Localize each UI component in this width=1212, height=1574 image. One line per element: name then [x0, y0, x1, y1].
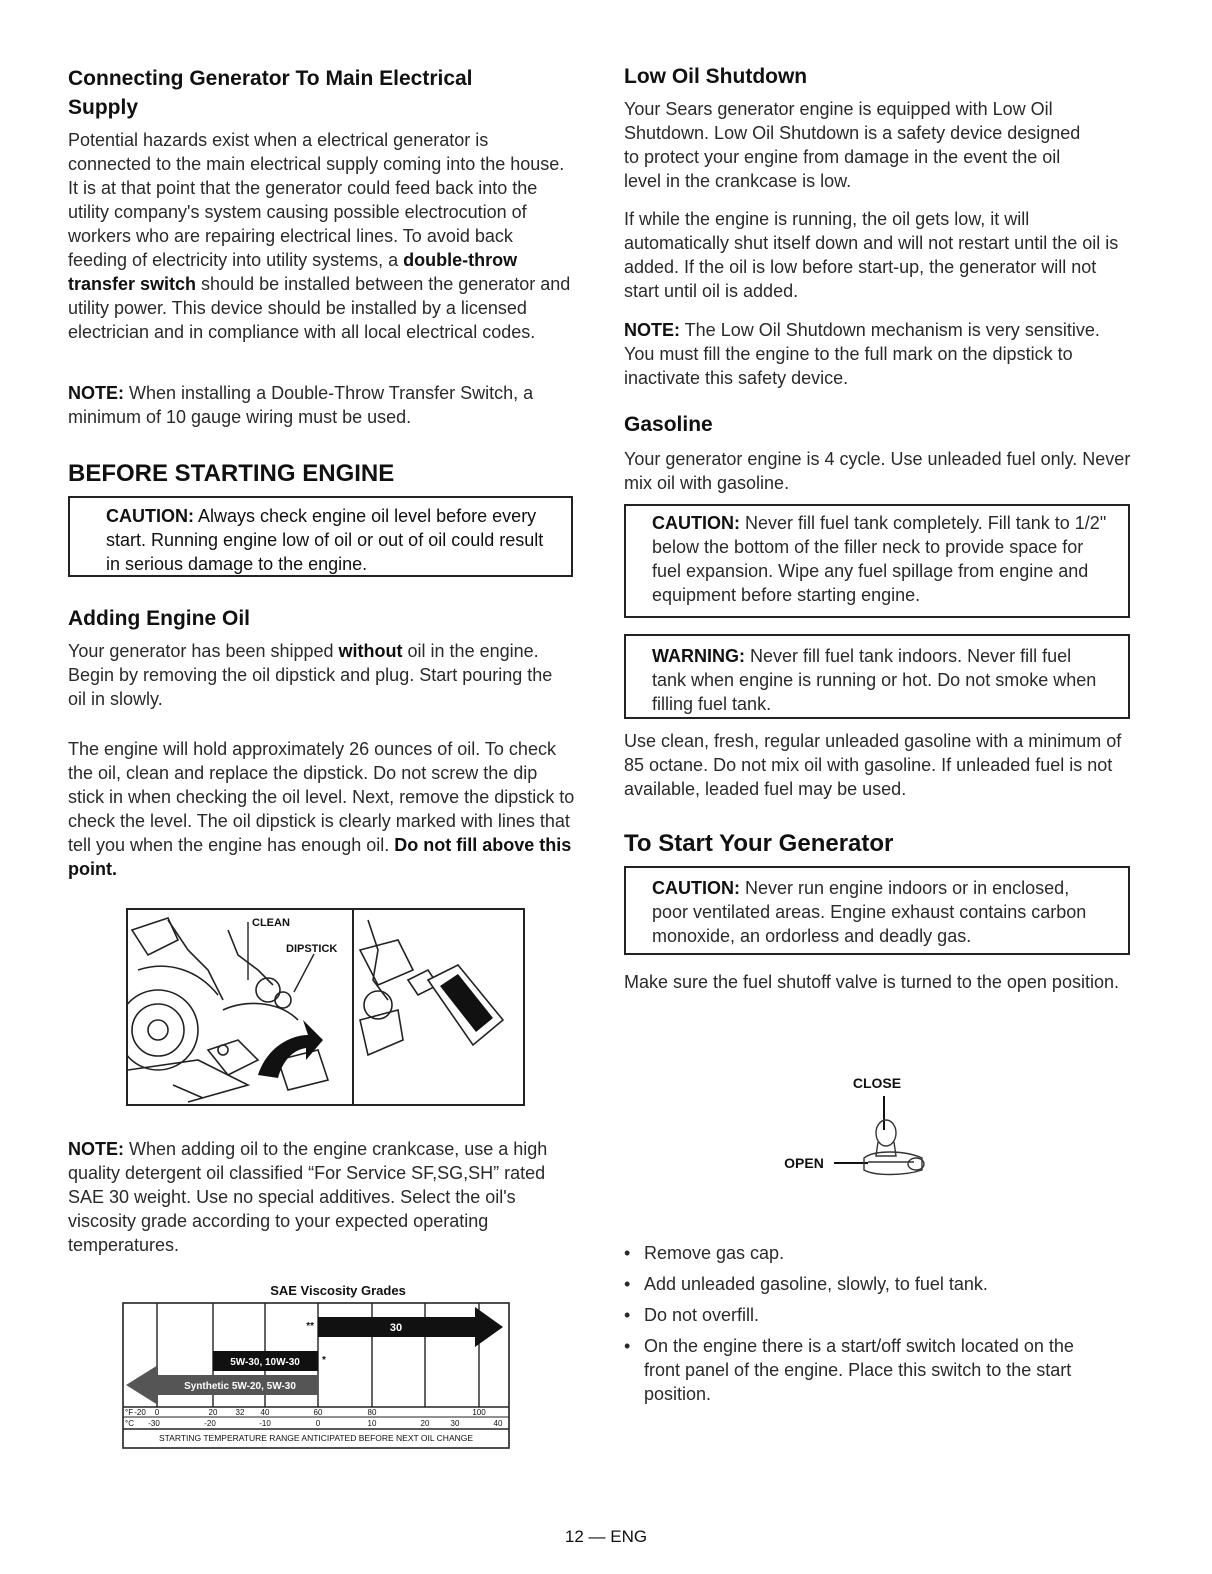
c-unit-label: °C — [125, 1419, 134, 1428]
page-number: 12 — ENG — [564, 1527, 648, 1546]
low-oil-note: NOTE: The Low Oil Shutdown mechanism is very sensitive. You must fill the engine to the full mark on the dipstick to inactivate this safety device. — [624, 320, 1100, 388]
caution-exhaust-text: CAUTION: Never run engine indoors or in enclosed, poor ventilated areas. Engine exhaust contains carbon monoxide, an ordorless and deadly gas. — [652, 878, 1087, 946]
c-tick-label: 10 — [367, 1419, 377, 1428]
adding-oil-paragraph-2: The engine will hold approximately 26 ounces of oil. To check the oil, clean and replace the dipstick. Do not screw the dip stick in when checking the oil level. Next, remove the dipstick to check the level. The oil dipstick is clearly marked with lines that tell you when the engine has enough oil. Do not fill above this point. — [68, 739, 575, 879]
connecting-paragraph: Potential hazards exist when a electrical generator is connected to the main electrical supply coming into the house. It is at that point that the generator could feed back into the utility company's system causing possible electrocution of workers who are repairing electrical lines. To avoid back feeding of electricity into utility systems, a double-throw transfer switch should be installed between the generator and utility power. This device should be installed by a licensed electrician and in compliance with all local electrical codes. — [68, 130, 571, 342]
gasoline-paragraph-1: Your generator engine is 4 cycle. Use unleaded fuel only. Never mix oil with gasoline. — [624, 449, 1131, 493]
gasoline-paragraph-2: Use clean, fresh, regular unleaded gasoline with a minimum of 85 octane. Do not mix oil with gasoline. If unleaded fuel is not available, leaded fuel may be used. — [624, 731, 1122, 799]
bar-5w30-label: 5W-30, 10W-30 — [230, 1357, 300, 1368]
c-tick-label: -20 — [204, 1419, 216, 1428]
heading-before-starting-engine: BEFORE STARTING ENGINE — [68, 460, 395, 487]
label-clean: CLEAN — [252, 917, 290, 929]
f-tick-label: 0 — [154, 1408, 160, 1417]
c-tick-label: 0 — [315, 1419, 321, 1428]
heading-adding-engine-oil: Adding Engine Oil — [68, 607, 250, 630]
caution-box-fuel-tank — [624, 504, 1130, 618]
c-tick-label: -10 — [259, 1419, 271, 1428]
sae-viscosity-chart — [118, 1283, 518, 1449]
bar-synthetic-label: Synthetic 5W-20, 5W-30 — [184, 1381, 296, 1392]
c-tick-label: 20 — [420, 1419, 430, 1428]
valve-label-open: OPEN — [784, 1155, 824, 1171]
c-tick-label: 40 — [493, 1419, 503, 1428]
arrow-icon — [258, 1020, 323, 1078]
f-tick-label: -20 — [134, 1408, 146, 1417]
caution-box-exhaust — [624, 866, 1130, 955]
oil-bottle-drawing — [360, 920, 503, 1055]
valve-label-close: CLOSE — [852, 1075, 902, 1091]
heading-connecting-generator: Connecting Generator To Main Electrical Supply — [68, 67, 473, 119]
mark-double-asterisk: ** — [306, 1321, 314, 1332]
low-oil-paragraph-2: If while the engine is running, the oil gets low, it will automatically shut itself down and will not restart until the oil is added. If the oil is low before start-up, the generator will not start until oil is added. — [624, 209, 1119, 301]
caution-box-oil-level — [68, 496, 573, 577]
adding-oil-note: NOTE: When adding oil to the engine crankcase, use a high quality detergent oil classified “For Service SF,SG,SH” rated SAE 30 weight. Use no special additives. Select the oil's viscosity grade according to your expected operating temperatures. — [68, 1139, 548, 1255]
f-tick-label: 40 — [260, 1408, 270, 1417]
label-dipstick: DIPSTICK — [286, 943, 338, 955]
start-steps-list — [624, 1241, 1104, 1413]
heading-gasoline: Gasoline — [624, 413, 713, 436]
valve-icon — [864, 1120, 924, 1175]
connecting-note: NOTE: When installing a Double-Throw Transfer Switch, a minimum of 10 gauge wiring must be used. — [68, 383, 534, 427]
viscosity-footer: STARTING TEMPERATURE RANGE ANTICIPATED BEFORE NEXT OIL CHANGE — [158, 1433, 474, 1443]
adding-oil-paragraph-1: Your generator has been shipped without oil in the engine. Begin by removing the oil dipstick and plug. Start pouring the oil in slowly. — [68, 641, 553, 709]
viscosity-title: SAE Viscosity Grades — [270, 1283, 406, 1298]
list-item: • Remove gas cap. — [624, 1241, 1104, 1265]
caution-oil-level-text: CAUTION: Always check engine oil level before every start. Running engine low of oil or out of oil could result in serious damage to the engine. — [106, 506, 544, 574]
list-item: • Add unleaded gasoline, slowly, to fuel tank. — [624, 1272, 1104, 1296]
c-tick-label: 30 — [450, 1419, 460, 1428]
f-unit-label: °F — [125, 1408, 134, 1417]
warning-fuel-text: WARNING: Never fill fuel tank indoors. Never fill fuel tank when engine is running or hot. Do not smoke when filling fuel tank. — [652, 646, 1097, 714]
f-tick-label: 100 — [472, 1408, 486, 1417]
caution-fuel-tank-text: CAUTION: Never fill fuel tank completely. Fill tank to 1/2" below the bottom of the filler neck to provide space for fuel expansion. Wipe any fuel spillage from engine and equipment before starting engine. — [652, 513, 1107, 605]
f-tick-label: 60 — [313, 1408, 323, 1417]
f-tick-label: 20 — [208, 1408, 218, 1417]
c-tick-label: -30 — [148, 1419, 160, 1428]
warning-box-fuel — [624, 634, 1130, 719]
mark-single-asterisk: * — [322, 1355, 326, 1366]
heading-to-start-your-generator: To Start Your Generator — [624, 830, 894, 857]
f-tick-label: 32 — [235, 1408, 245, 1417]
bar-sae-30-label: 30 — [389, 1322, 403, 1334]
heading-low-oil-shutdown: Low Oil Shutdown — [624, 65, 808, 88]
low-oil-paragraph-1: Your Sears generator engine is equipped with Low Oil Shutdown. Low Oil Shutdown is a safety device designed to protect your engine from damage in the event the oil level in the crankcase is low. — [624, 99, 1081, 191]
list-item: • On the engine there is a start/off switch located on the front panel of the engine. Place this switch to the start position. — [624, 1334, 1104, 1406]
list-item: • Do not overfill. — [624, 1303, 1104, 1327]
f-tick-label: 80 — [367, 1408, 377, 1417]
start-paragraph: Make sure the fuel shutoff valve is turned to the open position. — [624, 972, 1119, 992]
dipstick-illustration — [126, 908, 525, 1106]
fuel-valve-illustration — [764, 1070, 984, 1190]
